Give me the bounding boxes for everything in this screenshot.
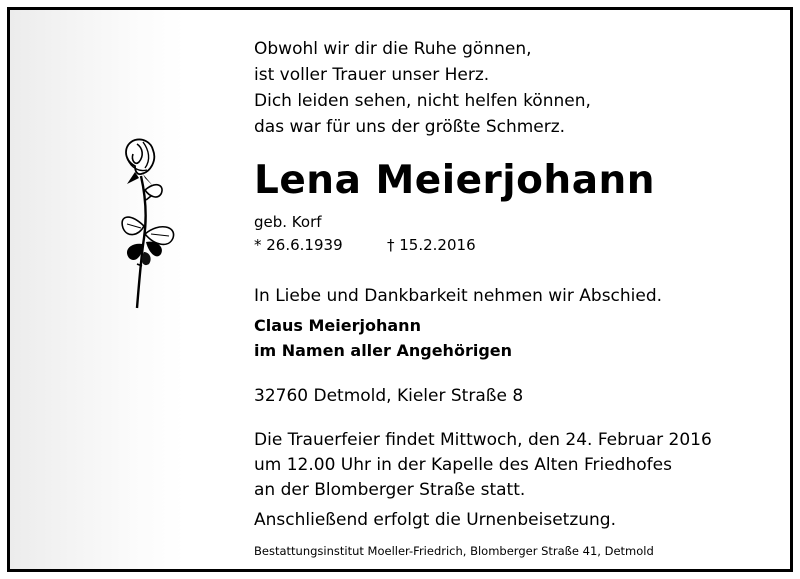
- poem-line: das war für uns der größte Schmerz.: [254, 117, 566, 137]
- signatory-line: Claus Meierjohann: [254, 316, 421, 335]
- birth-name: geb. Korf: [254, 213, 322, 231]
- poem: [254, 36, 591, 140]
- service-line: an der Blomberger Straße statt.: [254, 480, 526, 500]
- address: 32760 Detmold, Kieler Straße 8: [254, 386, 524, 406]
- poem-line: Dich leiden sehen, nicht helfen können,: [254, 91, 591, 111]
- service-info: [254, 428, 712, 503]
- death-date: † 15.2.2016: [387, 236, 476, 254]
- farewell-text: In Liebe und Dankbarkeit nehmen wir Abschied.: [254, 286, 663, 306]
- service-line: um 12.00 Uhr in der Kapelle des Alten Friedhofes: [254, 455, 672, 475]
- rose-icon: [113, 138, 193, 313]
- obituary-notice: [7, 7, 793, 572]
- urn-burial-text: Anschließend erfolgt die Urnenbeisetzung.: [254, 510, 616, 530]
- birth-date: * 26.6.1939: [254, 236, 343, 254]
- funeral-home-footer: Bestattungsinstitut Moeller-Friedrich, Blomberger Straße 41, Detmold: [254, 544, 654, 558]
- poem-line: Obwohl wir dir die Ruhe gönnen,: [254, 39, 532, 59]
- signatory-line: im Namen aller Angehörigen: [254, 341, 513, 360]
- signatories: [254, 313, 512, 363]
- poem-line: ist voller Trauer unser Herz.: [254, 65, 490, 85]
- service-line: Die Trauerfeier findet Mittwoch, den 24. Februar 2016: [254, 430, 712, 450]
- deceased-name: Lena Meierjohann: [254, 158, 656, 203]
